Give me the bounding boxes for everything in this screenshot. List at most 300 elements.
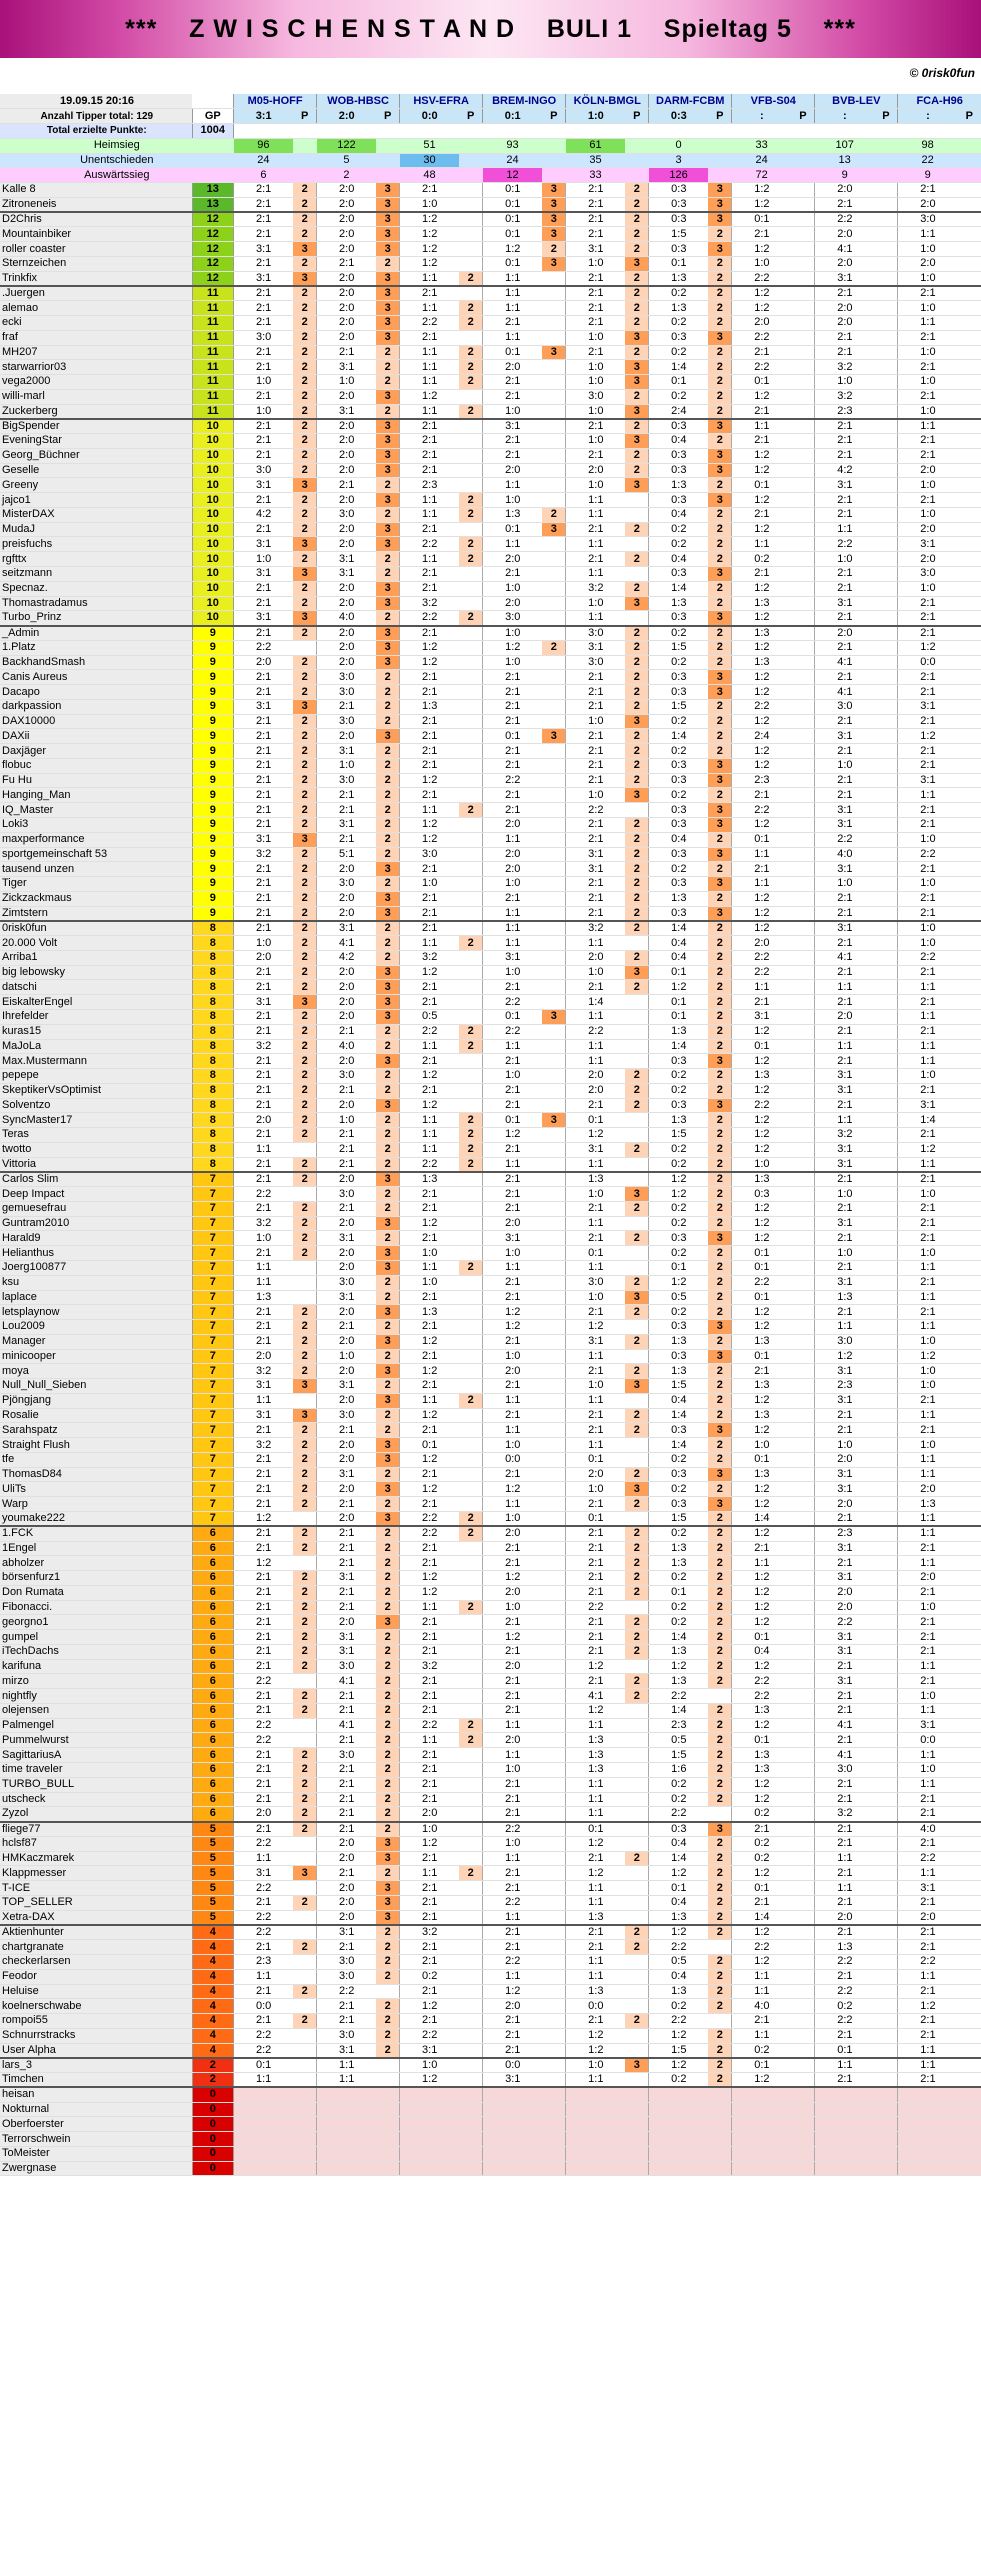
tip-points <box>376 2161 399 2176</box>
tip: 3:1 <box>317 1231 377 1246</box>
tip: 2:1 <box>483 1792 543 1807</box>
tip: 2:2 <box>732 803 792 818</box>
tip: 0:1 <box>649 1881 709 1896</box>
tip-points <box>459 1246 482 1261</box>
tip-points <box>874 1039 897 1054</box>
tip-points <box>791 1910 814 1925</box>
player-row <box>0 315 981 330</box>
tip-points <box>874 1571 897 1586</box>
tip: 1:1 <box>566 1054 626 1069</box>
player-points: 8 <box>192 1009 234 1024</box>
player-row <box>0 2058 981 2073</box>
tip-points <box>874 1600 897 1615</box>
tip: 2:1 <box>732 227 792 242</box>
tip-points <box>874 744 897 759</box>
tip-points: 2 <box>625 522 648 537</box>
tip-points <box>874 1615 897 1630</box>
tip-points: 3 <box>376 242 399 257</box>
player-name: iTechDachs <box>0 1644 192 1659</box>
tip-points: 2 <box>293 1423 316 1438</box>
points-header: P <box>791 109 814 124</box>
tip: 2:1 <box>566 891 626 906</box>
tip: 2:1 <box>566 286 626 301</box>
tip-points: 2 <box>708 950 731 965</box>
tip: 3:1 <box>898 537 958 552</box>
tip-points <box>542 1718 565 1733</box>
tip: 4:1 <box>815 950 875 965</box>
tip: 2:1 <box>234 227 294 242</box>
tip: 1:1 <box>815 1881 875 1896</box>
tip-points <box>874 1881 897 1896</box>
player-points: 8 <box>192 1039 234 1054</box>
tip-points <box>542 1777 565 1792</box>
tip: 2:1 <box>234 788 294 803</box>
tip-points: 2 <box>293 2014 316 2029</box>
tip: 0:3 <box>649 330 709 345</box>
tip-points: 2 <box>376 1954 399 1969</box>
tip: 2:1 <box>234 1246 294 1261</box>
tip-points <box>708 2161 731 2176</box>
player-name: Feodor <box>0 1969 192 1984</box>
tip-points <box>625 1039 648 1054</box>
tip-points: 2 <box>376 699 399 714</box>
tip: 1:0 <box>483 655 543 670</box>
tip: 2:0 <box>317 522 377 537</box>
tip-points <box>791 1644 814 1659</box>
tip: 2:2 <box>815 1615 875 1630</box>
tip-points <box>542 2161 565 2176</box>
tip: 2:0 <box>483 847 543 862</box>
tip: 2:2 <box>732 330 792 345</box>
header-row <box>0 94 981 109</box>
tip-points <box>542 1969 565 1984</box>
tip: 3:0 <box>400 847 460 862</box>
tip: 2:0 <box>898 1482 958 1497</box>
tip-points <box>293 1925 316 1940</box>
tip: 2:1 <box>234 1172 294 1187</box>
player-row <box>0 891 981 906</box>
blank <box>649 124 709 139</box>
tip: 1:0 <box>898 1763 958 1778</box>
tip: 1:3 <box>400 1172 460 1187</box>
tip: 2:1 <box>400 1881 460 1896</box>
tip-points: 2 <box>293 197 316 212</box>
tip-points <box>958 1763 981 1778</box>
tip: 0:0 <box>483 1452 543 1467</box>
tip: 0:3 <box>649 1497 709 1512</box>
tip: 2:1 <box>317 1792 377 1807</box>
tip: 2:1 <box>483 1142 543 1157</box>
player-name: Geselle <box>0 463 192 478</box>
tip: 1:0 <box>483 1512 543 1527</box>
tip: 2:1 <box>234 1128 294 1143</box>
draw-count: 5 <box>317 153 377 168</box>
tip: 1:2 <box>400 2073 460 2088</box>
tip-points <box>459 1009 482 1024</box>
tip-points <box>874 1895 897 1910</box>
home-count: 96 <box>234 138 294 153</box>
player-points: 8 <box>192 1024 234 1039</box>
tip-points: 2 <box>459 301 482 316</box>
tip: 1:3 <box>649 1541 709 1556</box>
tip-points <box>542 877 565 892</box>
player-points: 7 <box>192 1187 234 1202</box>
tip-points <box>874 1452 897 1467</box>
tip: 1:1 <box>400 1113 460 1128</box>
tip: 1:5 <box>649 1748 709 1763</box>
tip-points <box>625 1703 648 1718</box>
tip: 3:0 <box>566 626 626 641</box>
tip: 1:2 <box>732 301 792 316</box>
tip <box>483 2161 543 2176</box>
player-points: 6 <box>192 1600 234 1615</box>
tip-points <box>874 832 897 847</box>
tip: 0:3 <box>649 212 709 227</box>
tip-points <box>791 493 814 508</box>
tip: 2:1 <box>566 1526 626 1541</box>
tip: 2:1 <box>483 1172 543 1187</box>
tip: 2:0 <box>732 936 792 951</box>
tip: 2:1 <box>815 1512 875 1527</box>
tip-points <box>958 404 981 419</box>
tip-points: 3 <box>376 434 399 449</box>
tip-points <box>459 1969 482 1984</box>
tip: 0:0 <box>898 1733 958 1748</box>
tip-points: 2 <box>625 1526 648 1541</box>
player-row <box>0 1630 981 1645</box>
tip <box>732 2146 792 2161</box>
tip: 1:1 <box>566 1216 626 1231</box>
tip-points: 2 <box>459 1600 482 1615</box>
player-row <box>0 567 981 582</box>
tip: 2:1 <box>317 1777 377 1792</box>
tip: 3:1 <box>566 1142 626 1157</box>
tip-points: 2 <box>293 389 316 404</box>
tip: 2:0 <box>317 1246 377 1261</box>
tip-points <box>542 1807 565 1822</box>
tip-points <box>958 596 981 611</box>
tip: 2:1 <box>234 1009 294 1024</box>
player-points: 9 <box>192 818 234 833</box>
player-points: 0 <box>192 2102 234 2117</box>
tip-points <box>874 1777 897 1792</box>
tip-points: 3 <box>708 1098 731 1113</box>
tip: 1:0 <box>400 1275 460 1290</box>
tip: 2:0 <box>317 286 377 301</box>
tip-points <box>542 2043 565 2058</box>
tip-points <box>958 1467 981 1482</box>
tip-points <box>542 448 565 463</box>
tip-points <box>791 1231 814 1246</box>
tip: 2:1 <box>566 315 626 330</box>
player-points: 11 <box>192 375 234 390</box>
tip-points <box>791 965 814 980</box>
tip-points <box>542 1763 565 1778</box>
tip-points: 2 <box>625 1142 648 1157</box>
tip: 2:2 <box>483 1822 543 1837</box>
tip: 2:0 <box>317 197 377 212</box>
player-points: 7 <box>192 1349 234 1364</box>
tip-points: 2 <box>625 862 648 877</box>
player-points: 12 <box>192 256 234 271</box>
tip-points: 2 <box>625 345 648 360</box>
tip: 0:3 <box>649 183 709 198</box>
tip: 2:1 <box>566 197 626 212</box>
match-result: 3:1 <box>234 109 294 124</box>
tip: 1:2 <box>732 1777 792 1792</box>
tip: 1:0 <box>732 1157 792 1172</box>
tip-points <box>625 2132 648 2147</box>
tip: 1:1 <box>317 2073 377 2088</box>
tip: 0:2 <box>649 1246 709 1261</box>
player-name: MudaJ <box>0 522 192 537</box>
tip: 2:2 <box>400 1526 460 1541</box>
tip: 2:0 <box>483 596 543 611</box>
tip-points: 2 <box>708 345 731 360</box>
tip: 2:1 <box>898 2028 958 2043</box>
tip-points <box>542 847 565 862</box>
total-points: 1004 <box>192 124 234 139</box>
tip-points <box>459 773 482 788</box>
tip: 0:5 <box>649 1290 709 1305</box>
player-points: 8 <box>192 995 234 1010</box>
player-name: Loki3 <box>0 818 192 833</box>
tip-points <box>459 980 482 995</box>
tip: 2:1 <box>898 1940 958 1955</box>
tip: 1:1 <box>566 1009 626 1024</box>
tip-points <box>542 375 565 390</box>
tip: 3:1 <box>483 2073 543 2088</box>
tip-points <box>958 1792 981 1807</box>
tip: 1:1 <box>483 1910 543 1925</box>
tip: 1:0 <box>234 936 294 951</box>
tip-points <box>958 936 981 951</box>
tip-points <box>625 1216 648 1231</box>
player-name: Rosalie <box>0 1408 192 1423</box>
tip: 2:1 <box>400 1423 460 1438</box>
tip-points: 3 <box>376 581 399 596</box>
tip: 2:0 <box>815 315 875 330</box>
tip: 1:0 <box>483 1836 543 1851</box>
tip: 2:2 <box>234 1733 294 1748</box>
tip: 2:1 <box>234 1600 294 1615</box>
tip-points: 2 <box>625 1940 648 1955</box>
tip-points: 2 <box>376 1600 399 1615</box>
player-name: rompoi55 <box>0 2014 192 2029</box>
tip-points <box>958 522 981 537</box>
tip: 2:1 <box>898 714 958 729</box>
tip-points <box>459 640 482 655</box>
tip-points: 2 <box>376 1630 399 1645</box>
player-name: Oberfoerster <box>0 2117 192 2132</box>
tip: 1:1 <box>483 537 543 552</box>
tip: 0:2 <box>649 788 709 803</box>
tip: 1:5 <box>649 1512 709 1527</box>
tip: 2:1 <box>898 1393 958 1408</box>
tip-points: 3 <box>708 611 731 626</box>
tip-points: 2 <box>293 286 316 301</box>
tip: 1:3 <box>732 1467 792 1482</box>
away-count: 48 <box>400 168 460 183</box>
tip-points <box>376 2073 399 2088</box>
tip-points: 2 <box>376 1142 399 1157</box>
tip: 1:0 <box>566 2058 626 2073</box>
tip-points <box>542 315 565 330</box>
tip: 2:0 <box>317 626 377 641</box>
player-name: Sarahspatz <box>0 1423 192 1438</box>
tip-points: 2 <box>459 1113 482 1128</box>
tip-points: 2 <box>293 1585 316 1600</box>
tip-points <box>874 552 897 567</box>
tip-points <box>791 389 814 404</box>
tip: 3:1 <box>483 1231 543 1246</box>
tip-points: 2 <box>459 375 482 390</box>
tip: 2:1 <box>566 1556 626 1571</box>
tip: 2:0 <box>317 271 377 286</box>
tip-points <box>542 862 565 877</box>
tip: 2:1 <box>566 980 626 995</box>
tip-points: 3 <box>542 1113 565 1128</box>
player-row <box>0 1954 981 1969</box>
tip: 3:1 <box>317 567 377 582</box>
tip: 0:2 <box>732 2043 792 2058</box>
blank <box>376 138 399 153</box>
tip-points <box>958 434 981 449</box>
tip: 2:0 <box>234 950 294 965</box>
tip-points <box>874 537 897 552</box>
tip: 2:1 <box>566 227 626 242</box>
tip-points: 2 <box>625 2014 648 2029</box>
tip: 0:1 <box>649 256 709 271</box>
tip-points <box>874 1644 897 1659</box>
tip-points: 2 <box>293 1334 316 1349</box>
tip-points: 2 <box>376 1201 399 1216</box>
tip-points: 3 <box>376 271 399 286</box>
player-name: gemuesefrau <box>0 1201 192 1216</box>
tip: 3:1 <box>815 1216 875 1231</box>
tip-points <box>791 980 814 995</box>
tip: 2:1 <box>234 1895 294 1910</box>
blank <box>874 168 897 183</box>
tip: 1:2 <box>483 1984 543 1999</box>
tip: 3:1 <box>400 2043 460 2058</box>
tip-points: 3 <box>376 1054 399 1069</box>
tip: 1:5 <box>649 1379 709 1394</box>
player-row <box>0 1822 981 1837</box>
player-row <box>0 581 981 596</box>
tip-points <box>542 1128 565 1143</box>
tip: 2:1 <box>815 2073 875 2088</box>
tip: 2:2 <box>400 1024 460 1039</box>
tip-points <box>459 1659 482 1674</box>
tip: 1:3 <box>649 271 709 286</box>
tip: 1:0 <box>483 1763 543 1778</box>
tip-points: 2 <box>708 1984 731 1999</box>
tip: 1:1 <box>566 567 626 582</box>
tip: 1:0 <box>898 1364 958 1379</box>
tip-points: 3 <box>376 1910 399 1925</box>
player-points: 4 <box>192 1925 234 1940</box>
tip-points <box>625 1763 648 1778</box>
tip: 0:3 <box>649 448 709 463</box>
tip: 1:3 <box>566 1910 626 1925</box>
tip: 1:1 <box>566 2073 626 2088</box>
player-name: abholzer <box>0 1556 192 1571</box>
player-row <box>0 197 981 212</box>
tip-points <box>791 507 814 522</box>
tip: 1:1 <box>483 1851 543 1866</box>
tip: 2:1 <box>400 685 460 700</box>
tip-points: 3 <box>376 1851 399 1866</box>
tip: 3:0 <box>317 877 377 892</box>
away-count: 9 <box>898 168 958 183</box>
tip-points <box>791 891 814 906</box>
tip: 1:2 <box>732 1482 792 1497</box>
draw-count: 30 <box>400 153 460 168</box>
match-name: FCA-H96 <box>898 94 981 109</box>
tip-points <box>625 1349 648 1364</box>
tip: 2:1 <box>898 906 958 921</box>
tip-points: 2 <box>625 1851 648 1866</box>
player-name: EveningStar <box>0 434 192 449</box>
tip: 3:1 <box>234 242 294 257</box>
tip <box>732 2161 792 2176</box>
tip-points: 2 <box>625 552 648 567</box>
tip-points <box>874 655 897 670</box>
tip: 2:1 <box>317 1866 377 1881</box>
tip: 3:1 <box>815 596 875 611</box>
tip: 3:1 <box>317 921 377 936</box>
tip-points: 2 <box>625 1689 648 1704</box>
tip-points: 2 <box>708 965 731 980</box>
tip: 2:2 <box>234 1925 294 1940</box>
tip-points: 2 <box>293 744 316 759</box>
player-name: tausend unzen <box>0 862 192 877</box>
tip-points <box>625 1748 648 1763</box>
tip: 2:1 <box>483 685 543 700</box>
blank <box>542 138 565 153</box>
tip <box>483 2087 543 2102</box>
tip: 5:1 <box>317 847 377 862</box>
tip: 2:1 <box>234 862 294 877</box>
tip: 2:1 <box>483 1925 543 1940</box>
tip: 2:1 <box>815 995 875 1010</box>
match-name: WOB-HBSC <box>317 94 400 109</box>
tip-points <box>542 1881 565 1896</box>
tip-points <box>293 2146 316 2161</box>
tip-points: 3 <box>376 389 399 404</box>
player-row <box>0 1585 981 1600</box>
tip-points: 2 <box>293 1703 316 1718</box>
tip-points: 2 <box>708 1571 731 1586</box>
tip: 2:2 <box>732 1275 792 1290</box>
tip-points: 2 <box>376 1379 399 1394</box>
tip: 2:2 <box>898 847 958 862</box>
tip: 1:4 <box>649 1703 709 1718</box>
player-name: D2Chris <box>0 212 192 227</box>
player-points: 10 <box>192 596 234 611</box>
tip: 1:1 <box>566 1777 626 1792</box>
tip: 2:0 <box>317 1836 377 1851</box>
tip: 0:1 <box>234 2058 294 2073</box>
tip <box>815 2087 875 2102</box>
tip: 1:0 <box>566 596 626 611</box>
tip-points: 2 <box>708 1881 731 1896</box>
away-count: 9 <box>815 168 875 183</box>
player-name: DAXii <box>0 729 192 744</box>
tip: 2:1 <box>234 1777 294 1792</box>
tip-points <box>542 1541 565 1556</box>
